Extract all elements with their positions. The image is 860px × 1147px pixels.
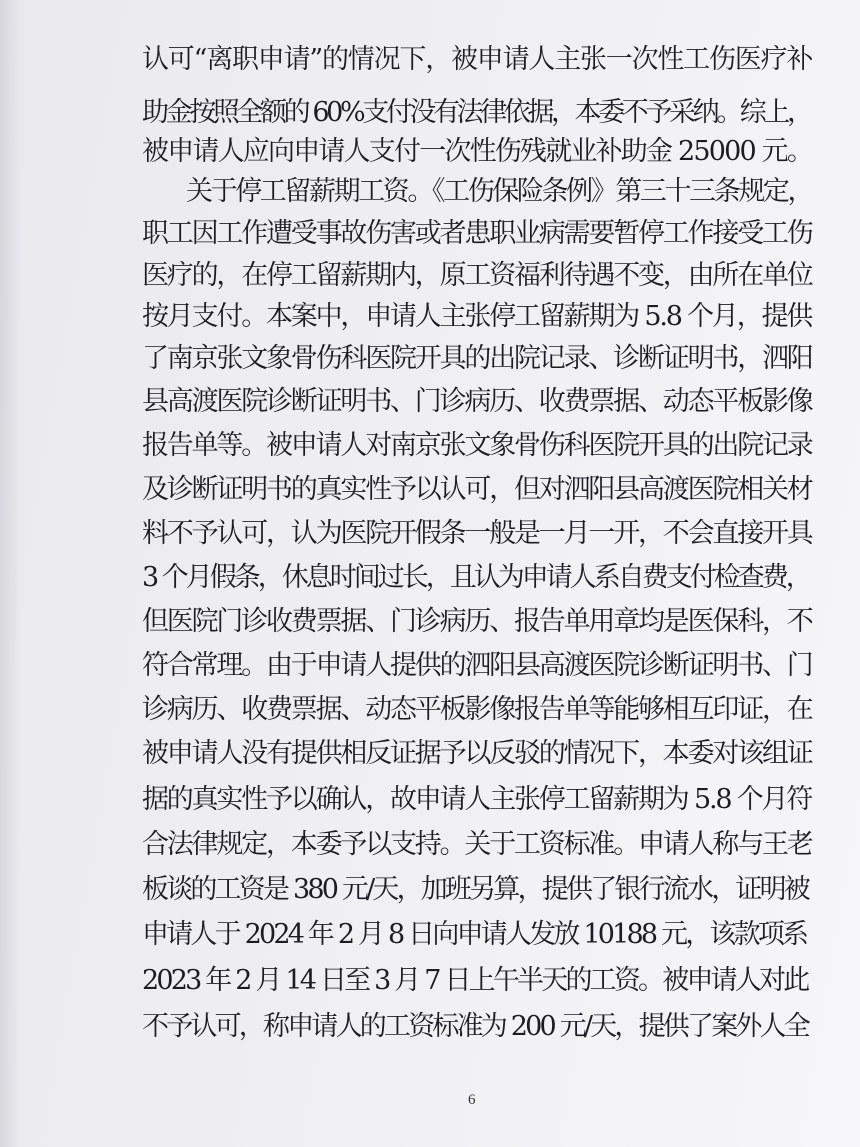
text-line-9: 县高渡医院诊断证明书、门诊病历、收费票据、动态平板影像 — [142, 386, 812, 417]
text-line-20: 板谈的工资是 380 元/天，加班另算，提供了银行流水，证明被 — [142, 874, 808, 905]
text-line-18: 据的真实性予以确认，故申请人主张停工留薪期为 5.8 个月符 — [142, 784, 812, 815]
text-line-23: 不予认可，称申请人的工资标准为 200 元/天，提供了案外人全 — [142, 1011, 808, 1042]
text-line-10: 报告单等。被申请人对南京张文象骨伤科医院开具的出院记录 — [142, 430, 812, 461]
text-line-4: 关于停工留薪期工资。《工伤保险条例》第三十三条规定， — [186, 176, 813, 207]
text-line-22: 2023 年 2 月 14 日至 3 月 7 日上午半天的工资。被申请人对此 — [142, 965, 808, 996]
text-line-1: 认可“离职申请”的情况下，被申请人主张一次性工伤医疗补 — [142, 44, 813, 75]
text-line-3: 被申请人应向申请人支付一次性伤残就业补助金 25000 元。 — [142, 136, 813, 167]
page-edge-shadow — [0, 0, 22, 1147]
text-line-11: 及诊断证明书的真实性予以认可，但对泗阳县高渡医院相关材 — [142, 474, 812, 505]
text-line-17: 被申请人没有提供相反证据予以反驳的情况下，本委对该组证 — [142, 738, 812, 769]
text-line-7: 按月支付。本案中，申请人主张停工留薪期为 5.8 个月，提供 — [142, 301, 812, 332]
text-line-16: 诊病历、收费票据、动态平板影像报告单等能够相互印证，在 — [142, 694, 812, 725]
text-line-15: 符合常理。由于申请人提供的泗阳县高渡医院诊断证明书、门 — [142, 650, 812, 681]
text-line-12: 料不予认可，认为医院开假条一般是一月一开，不会直接开具 — [142, 518, 812, 549]
text-line-14: 但医院门诊收费票据、门诊病历、报告单用章均是医保科，不 — [142, 606, 812, 637]
text-line-21: 申请人于 2024 年 2 月 8 日向申请人发放 10188 元，该款项系 — [142, 919, 807, 950]
text-line-13: 3 个月假条，休息时间过长，且认为申请人系自费支付检查费， — [142, 562, 810, 593]
text-line-8: 了南京张文象骨伤科医院开具的出院记录、诊断证明书，泗阳 — [142, 343, 812, 374]
text-line-2: 助金按照全额的 60%支付没有法律依据，本委不予采纳。综上， — [142, 97, 811, 128]
text-line-19: 合法律规定，本委予以支持。关于工资标准。申请人称与王老 — [142, 829, 812, 860]
text-line-5: 职工因工作遭受事故伤害或者患职业病需要暂停工作接受工伤 — [142, 218, 812, 249]
page-number: 6 — [468, 1092, 476, 1108]
text-line-6: 医疗的，在停工留薪期内，原工资福利待遇不变，由所在单位 — [142, 260, 812, 291]
